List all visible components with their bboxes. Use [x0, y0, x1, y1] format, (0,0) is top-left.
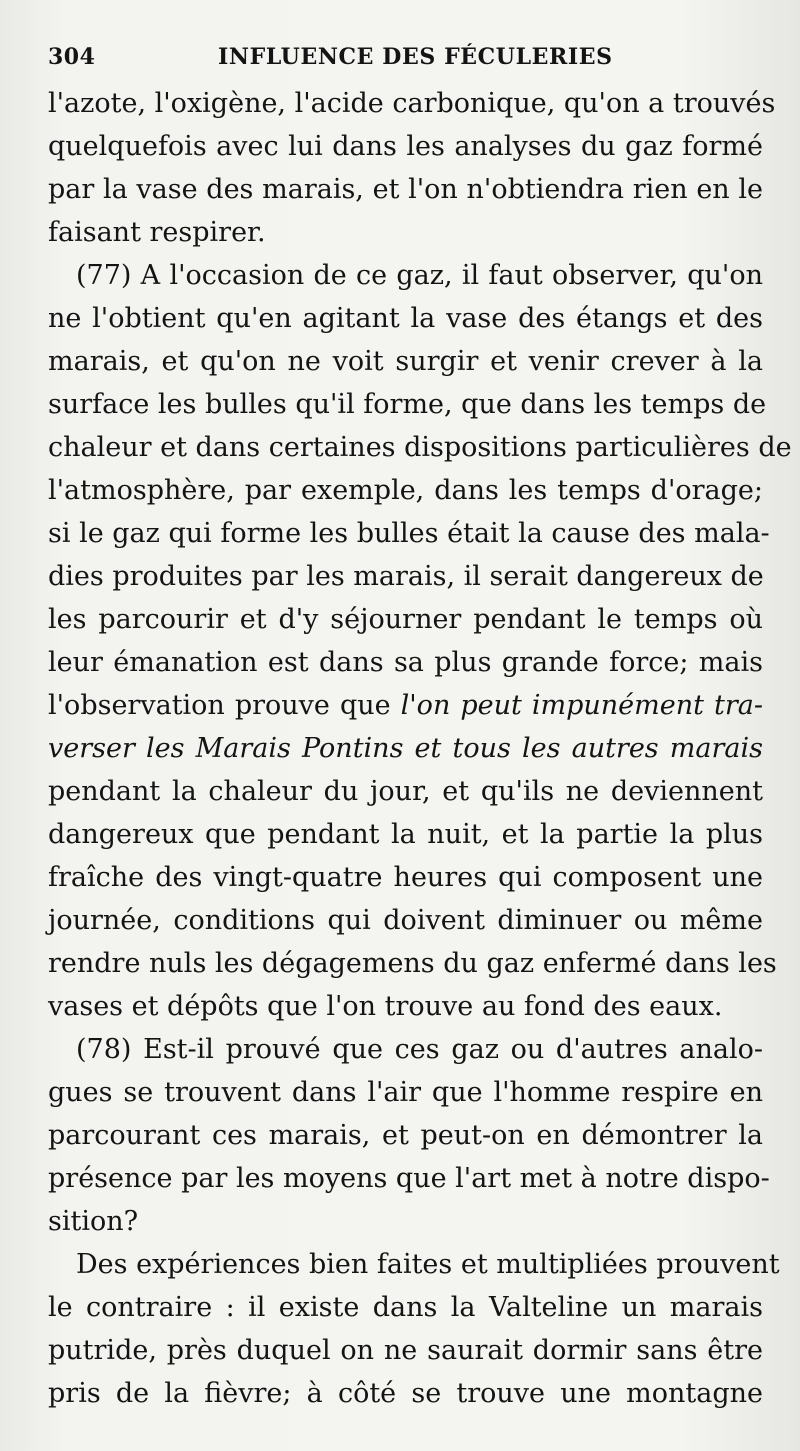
text-line [48, 985, 763, 1028]
text-line [48, 1114, 763, 1157]
text-line [48, 1243, 780, 1286]
text-line [48, 727, 763, 770]
line-text: leur émanation est dans sa plus grande force; mais [48, 647, 763, 678]
running-head: INFLUENCE DES FÉCULERIES [218, 44, 613, 70]
text-line [48, 1329, 763, 1372]
text-line [48, 899, 763, 942]
text-line [48, 555, 763, 598]
line-text: Des expériences bien faites et multipliées prouvent [76, 1249, 780, 1280]
text-line [48, 770, 763, 813]
line-text: faisant respirer. [48, 217, 266, 248]
text-line [48, 426, 792, 469]
text-line [48, 297, 763, 340]
italic-text: l'on peut impunément tra- [400, 690, 763, 721]
line-text: journée, conditions qui doivent diminuer ou même [48, 905, 763, 936]
line-text: fraîche des vingt-quatre heures qui composent une [48, 862, 763, 893]
line-text: le contraire : il existe dans la Valteline un marais [48, 1292, 763, 1323]
text-line [48, 813, 763, 856]
text-line [48, 254, 763, 297]
text-line [48, 641, 763, 684]
text-line [48, 1286, 763, 1329]
line-text: si le gaz qui forme les bulles était la cause des mala- [48, 518, 770, 549]
text-line [48, 942, 777, 985]
italic-text: verser les Marais Pontins et tous les autres marais [48, 733, 763, 764]
text-line [48, 1028, 763, 1071]
text-line [48, 684, 763, 727]
line-text: (77) A l'occasion de ce gaz, il faut observer, qu'on [76, 260, 763, 291]
line-text: l'atmosphère, par exemple, dans les temps d'orage; [48, 475, 763, 506]
line-text: ne l'obtient qu'en agitant la vase des étangs et des [48, 303, 763, 334]
text-line [48, 1157, 770, 1200]
text-line [48, 1071, 763, 1114]
text-line [48, 340, 763, 383]
text-line [48, 512, 770, 555]
text-line [48, 1372, 763, 1415]
body-text [48, 82, 792, 1415]
line-text: présence par les moyens que l'art met à notre dispo- [48, 1163, 770, 1194]
text-line [48, 1200, 763, 1243]
line-text: vases et dépôts que l'on trouve au fond des eaux. [48, 991, 723, 1022]
line-text: sition? [48, 1206, 139, 1237]
line-text: quelquefois avec lui dans les analyses du gaz formé [48, 131, 763, 162]
line-text: putride, près duquel on ne saurait dormir sans être [48, 1335, 763, 1366]
line-text: dangereux que pendant la nuit, et la partie la plus [48, 819, 763, 850]
line-text: pendant la chaleur du jour, et qu'ils ne deviennent [48, 776, 763, 807]
text-line [48, 168, 763, 211]
line-text: surface les bulles qu'il forme, que dans les temps de [48, 389, 767, 420]
line-text: (78) Est-il prouvé que ces gaz ou d'autres analo- [76, 1034, 763, 1065]
line-text: rendre nuls les dégagemens du gaz enfermé dans les [48, 948, 777, 979]
line-text: l'observation prouve que [48, 690, 401, 721]
line-text: les parcourir et d'y séjourner pendant le temps où [48, 604, 763, 635]
line-text: par la vase des marais, et l'on n'obtiendra rien en le [48, 174, 763, 205]
line-text: l'azote, l'oxigène, l'acide carbonique, qu'on a trouvés [48, 88, 776, 119]
line-text: marais, et qu'on ne voit surgir et venir crever à la [48, 346, 763, 377]
line-text: gues se trouvent dans l'air que l'homme respire en [48, 1077, 763, 1108]
text-line [48, 469, 763, 512]
line-text: pris de la fièvre; à côté se trouve une montagne [48, 1378, 763, 1409]
text-line [48, 125, 763, 168]
text-line [48, 211, 763, 254]
text-line [48, 383, 767, 426]
text-line [48, 82, 776, 125]
line-text: chaleur et dans certaines dispositions particulières de [48, 432, 792, 463]
line-text: dies produites par les marais, il serait dangereux de [48, 561, 764, 592]
text-line [48, 856, 763, 899]
page-header [48, 44, 778, 76]
page-number: 304 [48, 44, 96, 70]
line-text: parcourant ces marais, et peut-on en démontrer la [48, 1120, 763, 1151]
text-line [48, 598, 763, 641]
